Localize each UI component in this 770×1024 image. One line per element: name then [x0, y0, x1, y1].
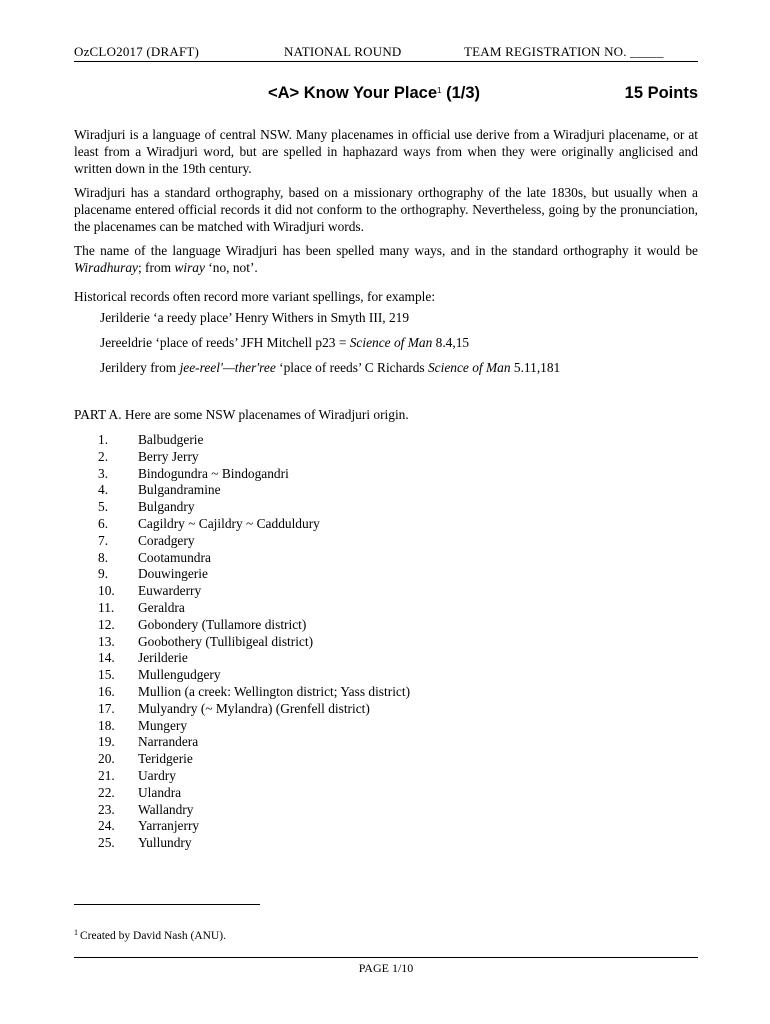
list-item [74, 734, 574, 751]
example-3 [100, 360, 560, 376]
example-3-source: Science of Man [427, 360, 511, 375]
list-item-number: 2. [98, 448, 109, 464]
p3-text-c: ; from [137, 260, 175, 275]
list-item-placename: Mullion (a creek: Wellington district; Yass district) [138, 683, 411, 699]
list-item-placename: Yullundry [138, 835, 192, 851]
example-2-a: Jereeldrie ‘place of reeds’ JFH Mitchell p23 = [100, 335, 350, 350]
list-item-placename: Mulyandry (~ Mylandra) (Grenfell district) [138, 700, 370, 716]
list-item-number: 5. [98, 499, 109, 515]
example-2-source: Science of Man [349, 335, 433, 350]
header-center: NATIONAL ROUND [284, 44, 402, 59]
example-2 [100, 335, 469, 351]
list-item-number: 19. [98, 734, 115, 750]
list-item-number: 1. [98, 432, 109, 447]
list-item [74, 550, 574, 567]
list-item [74, 818, 574, 835]
list-item [74, 583, 574, 600]
list-item-placename: Mullengudgery [138, 667, 221, 683]
list-item-number: 23. [98, 801, 115, 817]
list-item [74, 466, 574, 483]
list-item-placename: Bulgandry [138, 499, 195, 515]
footnote [74, 930, 226, 942]
list-item-number: 6. [98, 515, 109, 531]
list-item-number: 11. [98, 599, 115, 615]
list-item-placename: Berry Jerry [138, 448, 199, 464]
list-item [74, 482, 574, 499]
list-item [74, 449, 574, 466]
list-item-number: 3. [98, 465, 109, 481]
list-item [74, 835, 574, 852]
list-item-number: 15. [98, 667, 115, 683]
list-item-number: 7. [98, 532, 109, 548]
title-footnote-mark: 1 [437, 86, 442, 95]
list-item-placename: Cagildry ~ Cajildry ~ Cadduldury [138, 515, 320, 531]
list-item [74, 566, 574, 583]
list-item [74, 499, 574, 516]
list-item [74, 718, 574, 735]
list-item-placename: Coradgery [138, 532, 195, 548]
title-row [74, 84, 698, 108]
footnote-text: Created by David Nash (ANU). [80, 930, 226, 942]
p3-term-wiradhuray: Wiradhuray [74, 260, 138, 275]
page-header [74, 44, 698, 62]
list-item-number: 12. [98, 616, 115, 632]
list-item-number: 20. [98, 751, 115, 767]
list-item-placename: Cootamundra [138, 549, 211, 565]
list-item [74, 684, 574, 701]
title-part: (1/3) [441, 84, 480, 102]
list-item-placename: Goobothery (Tullibigeal district) [138, 633, 314, 649]
list-item-number: 8. [98, 549, 109, 565]
example-3-c: ‘place of reeds’ C Richards [275, 360, 428, 375]
list-item [74, 701, 574, 718]
list-item-placename: Uardry [138, 767, 176, 783]
list-item [74, 516, 574, 533]
list-item-placename: Euwarderry [138, 583, 202, 599]
footer-rule [74, 957, 698, 958]
list-item-placename: Geraldra [138, 599, 185, 615]
list-item-number: 22. [98, 784, 115, 800]
placename-list [74, 432, 574, 852]
p3-text-e: ‘no, not’. [204, 260, 258, 275]
list-item-placename: Gobondery (Tullamore district) [138, 616, 307, 632]
page-number: PAGE 1/10 [358, 961, 414, 975]
example-3-a: Jerildery from [100, 360, 180, 375]
list-item-placename: Balbudgerie [138, 432, 204, 447]
list-item [74, 600, 574, 617]
list-item-number: 13. [98, 633, 115, 649]
example-2-c: 8.4,15 [432, 335, 470, 350]
intro-paragraph-2: Wiradjuri has a standard orthography, based on a missionary orthography of the late 1830s, but usually when a placename entered official records it did not conform to the orthography. Nevertheless, going by the pronunciation, the placenames can be matched with Wiradjuri words. [74, 185, 698, 234]
list-item [74, 802, 574, 819]
list-item-placename: Yarranjerry [138, 818, 200, 834]
points-label: 15 Points [624, 84, 698, 102]
intro-paragraph-4: Historical records often record more variant spellings, for example: [74, 289, 436, 304]
list-item-number: 14. [98, 650, 115, 666]
list-item-placename: Jerilderie [138, 650, 188, 666]
list-item-placename: Wallandry [138, 801, 194, 817]
list-item [74, 667, 574, 684]
part-a-heading: PART A. Here are some NSW placenames of Wiradjuri origin. [74, 407, 409, 422]
list-item-number: 4. [98, 482, 109, 498]
footnote-rule [74, 904, 260, 905]
list-item [74, 634, 574, 651]
header-left: OzCLO2017 (DRAFT) [74, 44, 200, 59]
list-item-number: 17. [98, 700, 115, 716]
list-item-placename: Bindogundra ~ Bindogandri [138, 465, 289, 481]
example-3-term: jee-reel'—ther'ree [179, 360, 276, 375]
p3-text-a: The name of the language Wiradjuri has been spelled many ways, and in the standard orthography it would be [74, 243, 698, 258]
page-title [268, 84, 480, 103]
intro-paragraph-1: Wiradjuri is a language of central NSW. Many placenames in official use derive from a Wiradjuri placename, or at least from a Wiradjuri word, but are spelled in haphazard ways from when they were originally anglicised and written down in the 19th century. [74, 127, 698, 176]
list-item [74, 785, 574, 802]
list-item-placename: Bulgandramine [138, 482, 221, 498]
footnote-mark: 1 [74, 928, 78, 937]
list-item [74, 432, 574, 449]
list-item-number: 24. [98, 818, 115, 834]
list-item-placename: Ulandra [138, 784, 182, 800]
list-item-placename: Douwingerie [138, 566, 208, 582]
example-1: Jerilderie ‘a reedy place’ Henry Withers in Smyth III, 219 [100, 310, 410, 325]
list-item-number: 25. [98, 835, 115, 851]
list-item-number: 21. [98, 767, 115, 783]
list-item-number: 16. [98, 683, 115, 699]
list-item [74, 650, 574, 667]
list-item [74, 533, 574, 550]
list-item [74, 617, 574, 634]
list-item [74, 768, 574, 785]
list-item [74, 751, 574, 768]
intro-paragraph-3 [74, 242, 698, 276]
list-item-placename: Narrandera [138, 734, 199, 750]
list-item-placename: Teridgerie [138, 751, 193, 767]
list-item-placename: Mungery [138, 717, 188, 733]
list-item-number: 10. [98, 583, 115, 599]
example-3-e: 5.11,181 [510, 360, 561, 375]
header-rule [74, 61, 698, 62]
list-item-number: 18. [98, 717, 115, 733]
p3-term-wiray: wiray [174, 260, 205, 275]
title-text: <A> Know Your Place [268, 84, 438, 102]
list-item-number: 9. [98, 566, 109, 582]
header-right: TEAM REGISTRATION NO. _____ [464, 44, 664, 59]
